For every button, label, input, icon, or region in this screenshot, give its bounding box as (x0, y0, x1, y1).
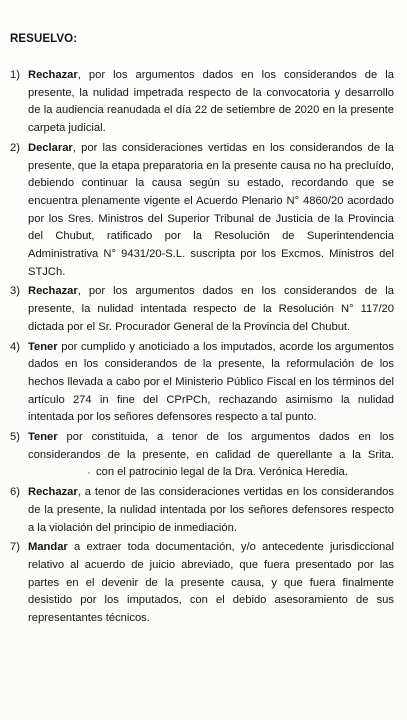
resolution-heading: RESUELVO: (10, 33, 78, 45)
item-number: 3) (10, 285, 20, 298)
item-verb: Mandar (28, 541, 68, 554)
item-body: a extraer toda documentación, y/o antecedente jurisdiccional relativo al acuerdo de juicio abreviado, que fuera presentado por las partes en el devenir de la presente causa, y que fuera finalmente desistido por los imputados, con el debido asesoramiento de sus representantes técnicos. (28, 541, 394, 625)
item-text (28, 339, 394, 428)
item-text (28, 283, 394, 336)
resolution-item-3 (10, 283, 394, 336)
item-verb: Rechazar (28, 285, 78, 298)
item-number: 5) (10, 431, 20, 444)
item-body: , por los argumentos dados en los considerandos de la presente, la nulidad impetrada respecto de la convocatoria y desarrollo de la audiencia reanudada el día 22 de setiembre de 2020 en la presente carpeta judicial. (28, 69, 394, 135)
item-number: 2) (10, 141, 20, 154)
item-number: 6) (10, 486, 20, 499)
resolution-list (10, 67, 394, 628)
item-body-continued: con el patrocinio legal de la Dra. Verónica Heredia. (96, 466, 348, 479)
item-body: por constituida, a tenor de los argumentos dados en los considerandos de la presente, en calidad de querellante a la Srita. (28, 431, 394, 461)
item-body: , por las consideraciones vertidas en los considerandos de la presente, que la etapa preparatoria en la presente causa no ha precluído, debiendo continuar la causa según su estado, recordando que se encuentra plenamente vigente el Acuerdo Plenario N° 4860/20 acordado por los Sres. Ministros del Superior Tribunal de Justicia de la Provincia del Chubut, ratificado por la Resolución de Superintendencia Administrativa N° 9431/20-S.L. suscripta por los Excmos. Ministros del STJCh. (28, 141, 394, 278)
item-text (28, 67, 394, 138)
item-number: 7) (10, 541, 20, 554)
resolution-item-4 (10, 339, 394, 428)
resolution-item-6 (10, 484, 394, 537)
item-body: , a tenor de las consideraciones vertidas en los considerandos de la presente, la nulidad intentada por los señores defensores respecto a la violación del principio de inmediación. (28, 486, 394, 534)
item-verb: Tener (28, 431, 58, 444)
item-text (28, 140, 394, 282)
resolution-item-2 (10, 140, 394, 282)
item-verb: Rechazar (28, 486, 78, 499)
redaction-mark (88, 472, 90, 474)
item-text (28, 539, 394, 628)
item-number: 4) (10, 340, 20, 353)
item-body: , por los argumentos dados en los considerandos de la presente, la nulidad intentada respecto de la Resolución N° 117/20 dictada por el Sr. Procurador General de la Provincia del Chubut. (28, 285, 394, 333)
item-text (28, 429, 394, 482)
item-text (28, 484, 394, 537)
resolution-item-7 (10, 539, 394, 628)
item-verb: Rechazar (28, 69, 78, 81)
resolution-item-1 (10, 67, 394, 138)
item-verb: Tener (28, 340, 58, 353)
item-number: 1) (10, 69, 20, 81)
item-body: por cumplido y anoticiado a los imputados, acorde los argumentos dados en los considerandos de la presente, la reformulación de los hechos llevada a cabo por el Ministerio Público Fiscal en los términos del artículo 274 in fine del CPrPCh, rechazando asimismo la nulidad intentada por los señores defensores respecto a tal punto. (28, 340, 394, 424)
resolution-item-5 (10, 429, 394, 482)
item-verb: Declarar (28, 141, 73, 154)
